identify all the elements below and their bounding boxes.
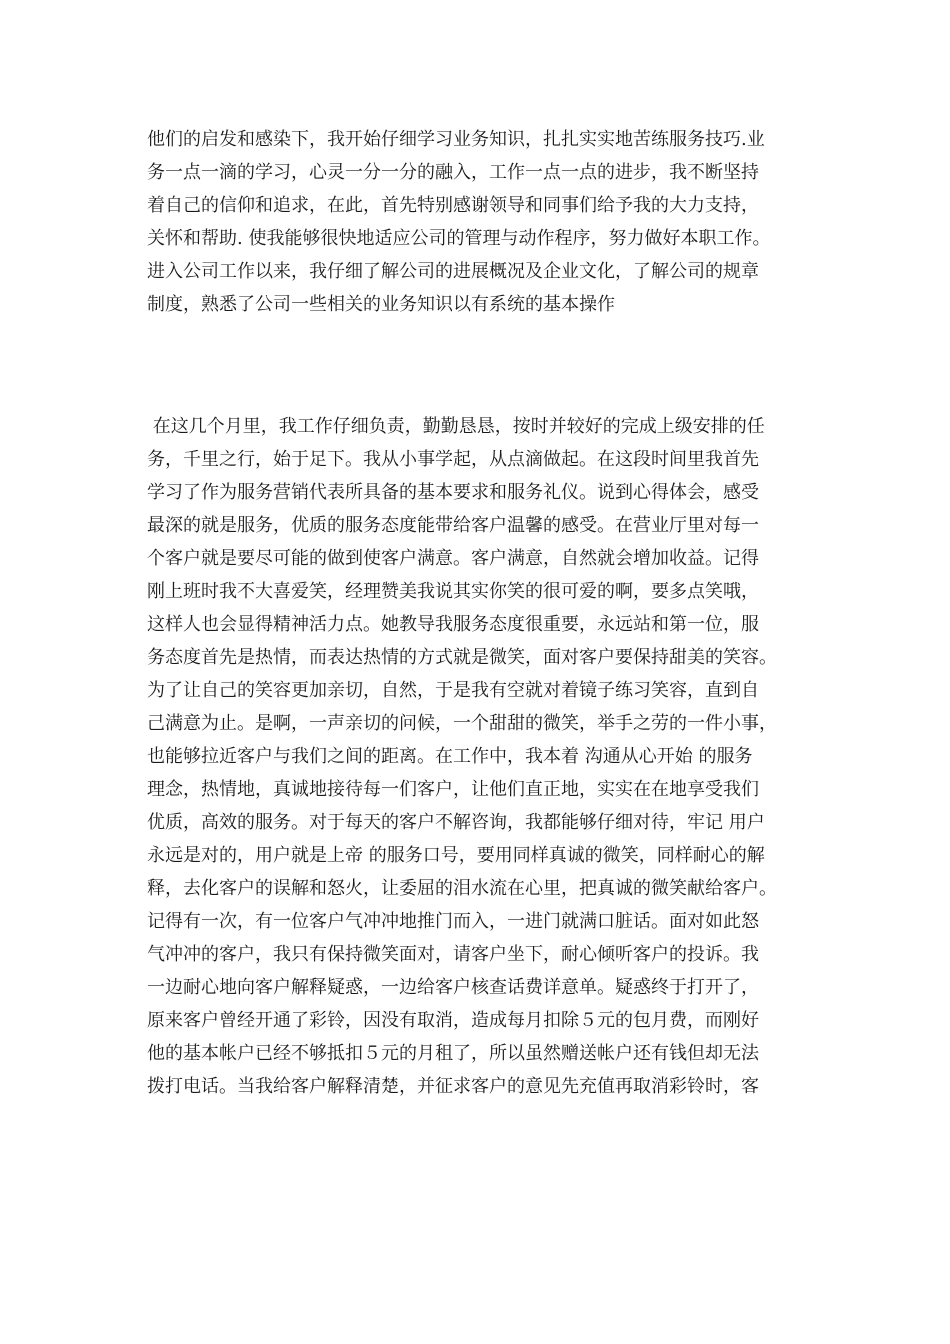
text-line: 他们的启发和感染下，我开始仔细学习业务知识，扎扎实实地苦练服务技巧.业 (147, 129, 765, 150)
text-line: 着自己的信仰和追求，在此，首先特别感谢领导和同事们给予我的大力支持， (147, 195, 759, 216)
text-line: 他的基本帐户已经不够抵扣５元的月租了，所以虽然赠送帐户还有钱但却无法 (147, 1043, 759, 1064)
text-line: 务一点一滴的学习，心灵一分一分的融入，工作一点一点的进步，我不断坚持 (147, 162, 759, 183)
text-line: 这样人也会显得精神活力点。她教导我服务态度很重要，永远站和第一位，服 (147, 614, 759, 635)
text-line: 个客户就是要尽可能的做到使客户满意。客户满意，自然就会增加收益。记得 (147, 548, 759, 569)
paragraph-1 (147, 123, 807, 321)
text-line: 务态度首先是热情，而表达热情的方式就是微笑，面对客户要保持甜美的笑容。 (147, 647, 777, 668)
text-line: 最深的就是服务，优质的服务态度能带给客户温馨的感受。在营业厅里对每一 (147, 515, 759, 536)
text-line: 在这几个月里，我工作仔细负责，勤勤恳恳，按时并较好的完成上级安排的任 (147, 416, 765, 437)
text-line: 一边耐心地向客户解释疑惑，一边给客户核查话费详意单。疑惑终于打开了， (147, 977, 759, 998)
text-line: 永远是对的，用户就是上帝 的服务口号，要用同样真诚的微笑，同样耐心的解 (147, 845, 765, 866)
text-line: 优质，高效的服务。对于每天的客户不解咨询，我都能够仔细对待，牢记 用户 (147, 812, 765, 833)
text-line: 学习了作为服务营销代表所具备的基本要求和服务礼仪。说到心得体会，感受 (147, 482, 759, 503)
text-line: 释，去化客户的误解和怒火，让委屈的泪水流在心里，把真诚的微笑献给客户。 (147, 878, 777, 899)
text-line: 己满意为止。是啊，一声亲切的问候，一个甜甜的微笑，举手之劳的一件小事， (147, 713, 777, 734)
text-line: 拨打电话。当我给客户解释清楚，并征求客户的意见先充值再取消彩铃时，客 (147, 1076, 759, 1097)
text-line: 务，千里之行，始于足下。我从小事学起，从点滴做起。在这段时间里我首先 (147, 449, 759, 470)
text-line: 刚上班时我不大喜爱笑，经理赞美我说其实你笑的很可爱的啊，要多点笑哦， (147, 581, 759, 602)
text-line: 关怀和帮助. 使我能够很快地适应公司的管理与动作程序，努力做好本职工作。 (147, 228, 771, 249)
text-line: 为了让自己的笑容更加亲切，自然，于是我有空就对着镜子练习笑容，直到自 (147, 680, 759, 701)
text-line: 记得有一次，有一位客户气冲冲地推门而入，一进门就满口脏话。面对如此怒 (147, 911, 759, 932)
text-line: 制度，熟悉了公司一些相关的业务知识以有系统的基本操作 (147, 294, 615, 315)
text-line: 原来客户曾经开通了彩铃，因没有取消，造成每月扣除５元的包月费，而刚好 (147, 1010, 759, 1031)
text-line: 进入公司工作以来，我仔细了解公司的进展概况及企业文化，了解公司的规章 (147, 261, 759, 282)
text-line: 也能够拉近客户与我们之间的距离。在工作中，我本着 沟通从心开始 的服务 (147, 746, 753, 767)
paragraph-2 (147, 410, 807, 1103)
text-line: 理念，热情地，真诚地接待每一们客户，让他们直正地，实实在在地享受我们 (147, 779, 759, 800)
text-line: 气冲冲的客户，我只有保持微笑面对，请客户坐下，耐心倾听客户的投诉。我 (147, 944, 759, 965)
